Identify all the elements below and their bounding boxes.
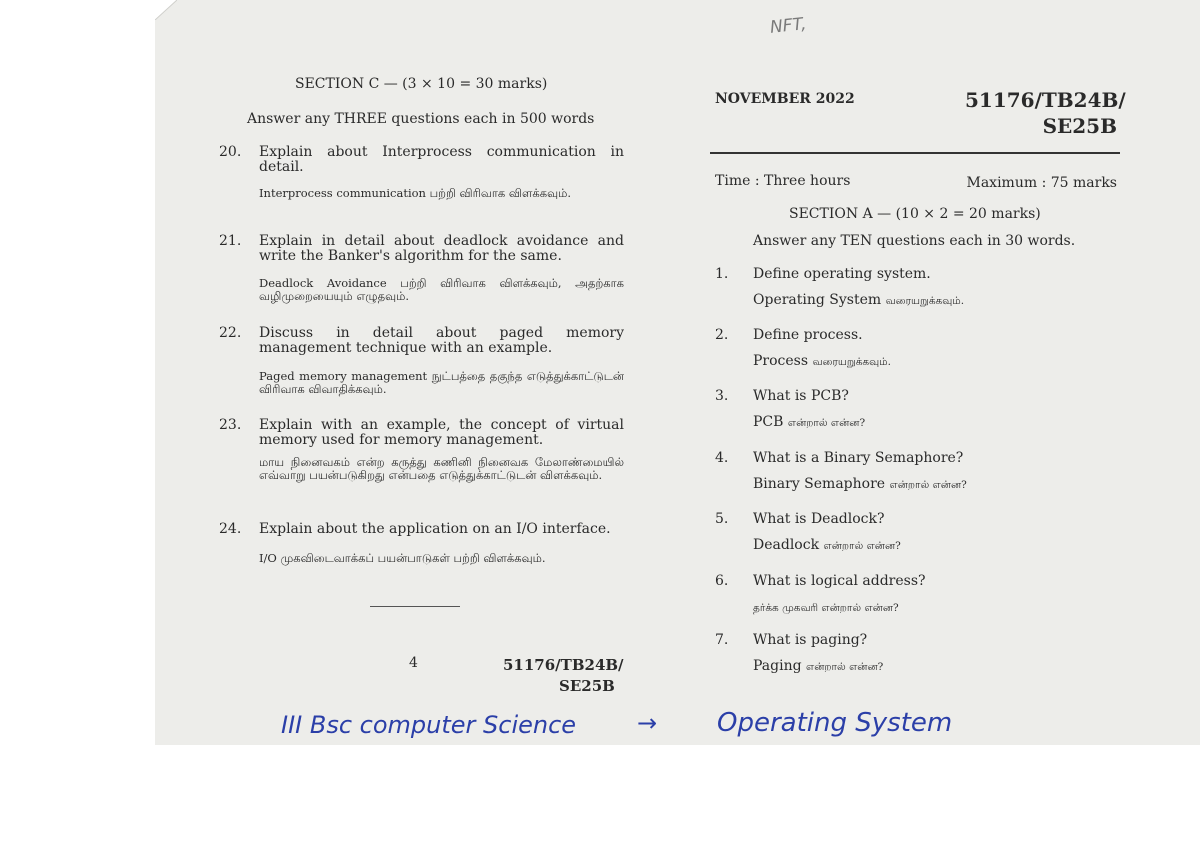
handwritten-top-note: NFT, xyxy=(769,14,808,38)
exam-month: NOVEMBER 2022 xyxy=(715,91,855,107)
question-tamil xyxy=(753,292,964,308)
time-allowed: Time : Three hours xyxy=(715,173,851,189)
question-tamil-term: Operating System xyxy=(753,292,882,308)
question-number: 3. xyxy=(715,388,729,404)
question-tamil-text: என்றால் என்ன? xyxy=(806,661,884,673)
question-number: 24. xyxy=(219,521,242,537)
question-tamil-text: என்றால் என்ன? xyxy=(787,417,866,429)
question-number: 22. xyxy=(219,325,242,341)
question-tamil-term: Deadlock xyxy=(753,537,820,553)
paper-code-line2: SE25B xyxy=(1042,114,1117,138)
end-divider xyxy=(370,606,460,607)
question-tamil: I/O முகவிடைவாக்கப் பயன்பாடுகள் பற்றி விளக்கவும். xyxy=(259,551,546,565)
question-tamil: Deadlock Avoidance பற்றி விரிவாக விளக்கவும், அதற்காக வழிமுறையையும் எழுதவும். xyxy=(259,276,624,303)
question-tamil-text: வரையறுக்கவும். xyxy=(885,295,965,307)
question-tamil xyxy=(753,414,865,430)
section-a-instruction: Answer any TEN questions each in 30 words. xyxy=(753,233,1076,249)
footer-code-line2: SE25B xyxy=(559,677,615,695)
question-tamil-term: PCB xyxy=(753,414,784,430)
section-a-title: SECTION A — (10 × 2 = 20 marks) xyxy=(789,206,1041,222)
question-text: Define process. xyxy=(753,327,863,343)
section-c-title: SECTION C — (3 × 10 = 30 marks) xyxy=(295,76,548,92)
question-text: What is logical address? xyxy=(753,573,926,589)
question-number: 20. xyxy=(219,144,242,160)
question-number: 21. xyxy=(219,233,242,249)
question-number: 6. xyxy=(715,573,729,589)
question-tamil: மாய நினைவகம் என்ற கருத்து கணினி நினைவக மேலாண்மையில் எவ்வாறு பயன்படுகிறது என்பதை எடுத்துக்காட்டுடன் விளக்கவும். xyxy=(259,455,624,482)
question-text: What is Deadlock? xyxy=(753,511,885,527)
question-text: Explain with an example, the concept of virtual memory used for memory management. xyxy=(259,417,624,448)
header-rule xyxy=(710,152,1120,154)
question-text: What is a Binary Semaphore? xyxy=(753,450,964,466)
question-number: 1. xyxy=(715,266,729,282)
folded-corner-icon xyxy=(155,0,177,20)
question-tamil-text: என்றால் என்ன? xyxy=(889,479,967,491)
handwritten-arrow: → xyxy=(637,709,658,737)
question-text: Define operating system. xyxy=(753,266,931,282)
question-tamil-term: Paging xyxy=(753,658,802,674)
section-c-instruction: Answer any THREE questions each in 500 words xyxy=(247,111,595,127)
paper-code-line1: 51176/TB24B/ xyxy=(965,88,1126,112)
question-text: Explain in detail about deadlock avoidance and write the Banker's algorithm for the same. xyxy=(259,233,624,264)
question-text: Explain about the application on an I/O interface. xyxy=(259,521,611,537)
question-tamil: Paged memory management நுட்பத்தை தகுந்த எடுத்துக்காட்டுடன் விரிவாக விவாதிக்கவும். xyxy=(259,369,624,396)
question-tamil xyxy=(753,476,967,492)
question-tamil-text: வரையறுக்கவும். xyxy=(812,356,891,368)
question-text: What is paging? xyxy=(753,632,868,648)
footer-code-line1: 51176/TB24B/ xyxy=(503,656,624,674)
question-tamil-text: தர்க்க முகவரி என்றால் என்ன? xyxy=(753,602,899,614)
question-tamil xyxy=(753,599,899,615)
handwritten-subject: Operating System xyxy=(717,708,953,738)
question-tamil-term: Process xyxy=(753,353,809,369)
question-tamil-term: Binary Semaphore xyxy=(753,476,886,492)
question-number: 4. xyxy=(715,450,729,466)
question-number: 5. xyxy=(715,511,729,527)
handwritten-course: III Bsc computer Science xyxy=(281,711,577,739)
question-number: 23. xyxy=(219,417,242,433)
question-tamil xyxy=(753,537,901,553)
question-text: Explain about Interprocess communication in detail. xyxy=(259,144,624,175)
question-text: Discuss in detail about paged memory management technique with an example. xyxy=(259,325,624,356)
question-number: 7. xyxy=(715,632,729,648)
scanned-page xyxy=(155,0,1200,745)
question-tamil-text: என்றால் என்ன? xyxy=(823,540,901,552)
question-tamil: Interprocess communication பற்றி விரிவாக விளக்கவும். xyxy=(259,186,572,200)
question-tamil xyxy=(753,353,891,369)
maximum-marks: Maximum : 75 marks xyxy=(966,175,1117,191)
question-text: What is PCB? xyxy=(753,388,849,404)
question-number: 2. xyxy=(715,327,729,343)
page-number: 4 xyxy=(409,655,418,671)
question-tamil xyxy=(753,658,883,674)
